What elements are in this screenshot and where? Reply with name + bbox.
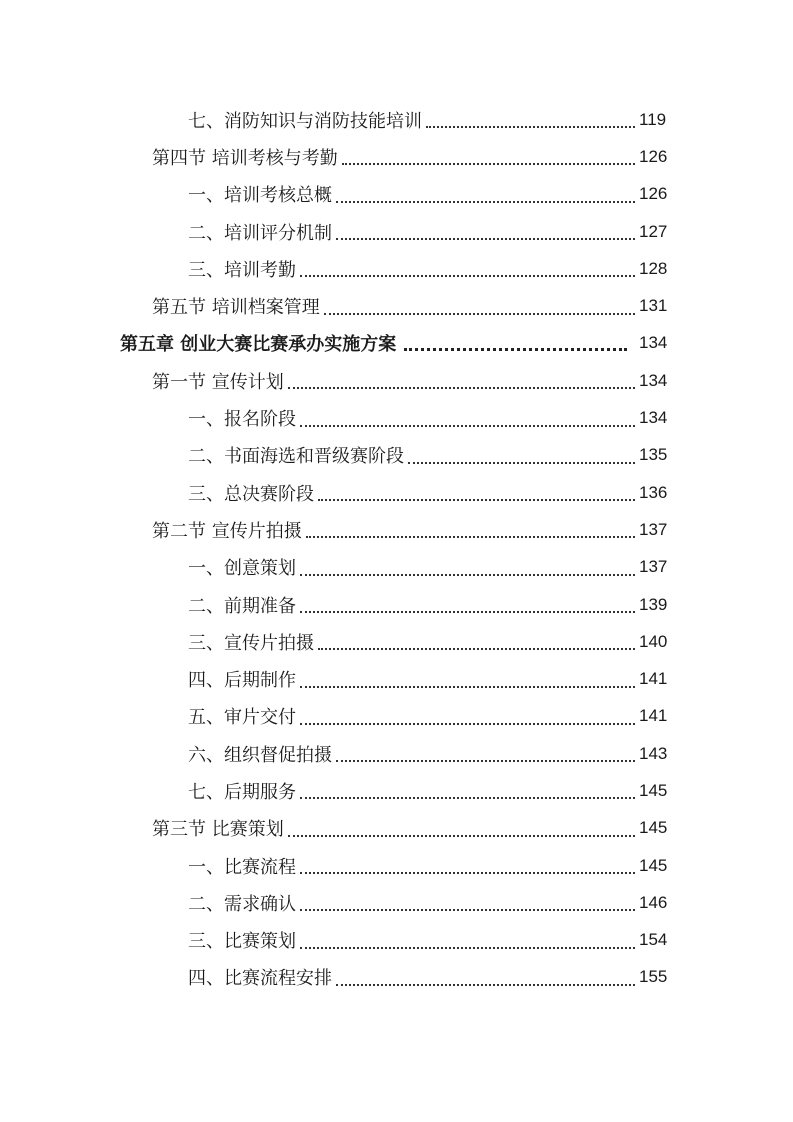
dot-leader	[324, 312, 635, 315]
toc-page-number: 137	[639, 519, 668, 539]
toc-entry-title: 三、比赛策划	[188, 931, 296, 953]
toc-page-number: 137	[639, 557, 668, 577]
toc-page-number: 131	[639, 296, 668, 316]
toc-page-number: 119	[639, 109, 667, 129]
toc-subsection-entry[interactable]	[0, 884, 673, 921]
toc-entry-title: 三、宣传片拍摄	[188, 632, 314, 654]
toc-page-number: 127	[639, 221, 668, 241]
toc-page-number: 141	[639, 669, 668, 689]
toc-subsection-entry[interactable]	[0, 176, 673, 213]
toc-entry-title: 第一节 宣传计划	[152, 371, 284, 393]
toc-entry-title: 一、报名阶段	[188, 409, 296, 431]
toc-subsection-entry[interactable]	[0, 847, 673, 884]
toc-page-number: 145	[639, 780, 668, 800]
toc-page-number: 126	[639, 184, 668, 204]
toc-page-number: 135	[639, 445, 668, 465]
toc-entry-title: 第四节 培训考核与考勤	[152, 147, 338, 169]
toc-subsection-entry[interactable]	[0, 399, 673, 436]
toc-page-number: 134	[639, 370, 668, 390]
toc-entry-title: 二、需求确认	[188, 893, 296, 915]
toc-section-entry[interactable]	[0, 138, 673, 175]
dot-leader	[288, 386, 635, 389]
toc-subsection-entry[interactable]	[0, 660, 673, 697]
toc-entry-title: 七、消防知识与消防技能培训	[188, 110, 422, 132]
toc-entry-title: 一、创意策划	[188, 558, 296, 580]
toc-entry-title: 二、培训评分机制	[188, 222, 332, 244]
dot-leader	[318, 647, 635, 650]
dot-leader	[300, 796, 635, 799]
toc-section-entry[interactable]	[0, 810, 673, 847]
toc-page-number: 145	[639, 855, 668, 875]
dot-leader	[300, 573, 635, 576]
toc-subsection-entry[interactable]	[0, 922, 673, 959]
toc-entry-title: 第三节 比赛策划	[152, 819, 284, 841]
dot-leader	[300, 424, 635, 427]
toc-page-number: 154	[639, 930, 668, 950]
toc-entry-title: 四、比赛流程安排	[188, 968, 332, 990]
dot-leader	[300, 610, 635, 613]
toc-entry-title: 一、培训考核总概	[188, 185, 332, 207]
toc-subsection-entry[interactable]	[0, 437, 673, 474]
dot-leader	[288, 834, 635, 837]
toc-subsection-entry[interactable]	[0, 623, 673, 660]
toc-entry-title: 四、后期制作	[188, 670, 296, 692]
dot-leader	[318, 498, 635, 501]
toc-entry-title: 二、前期准备	[188, 595, 296, 617]
toc-page-number: 126	[639, 146, 668, 166]
toc-page-number: 136	[639, 482, 668, 502]
toc-page-number: 146	[639, 892, 668, 912]
toc-subsection-entry[interactable]	[0, 213, 673, 250]
toc-subsection-entry[interactable]	[0, 586, 673, 623]
toc-subsection-entry[interactable]	[0, 549, 673, 586]
toc-entry-title: 五、审片交付	[188, 707, 296, 729]
toc-section-entry[interactable]	[0, 511, 673, 548]
toc-page-number: 140	[639, 631, 668, 651]
toc-section-entry[interactable]	[0, 287, 673, 324]
dot-leader	[300, 908, 635, 911]
dot-leader	[300, 722, 635, 725]
dot-leader	[408, 461, 635, 464]
toc-entry-title: 三、培训考勤	[188, 259, 296, 281]
toc-subsection-entry[interactable]	[0, 959, 673, 996]
toc-subsection-entry[interactable]	[0, 474, 673, 511]
dot-leader	[426, 125, 635, 128]
toc-subsection-entry[interactable]	[0, 101, 673, 138]
dot-leader	[404, 347, 627, 351]
toc-subsection-entry[interactable]	[0, 698, 673, 735]
toc-entry-title: 六、组织督促拍摄	[188, 744, 332, 766]
dot-leader	[336, 200, 635, 203]
dot-leader	[300, 685, 635, 688]
toc-section-entry[interactable]	[0, 362, 673, 399]
table-of-contents	[0, 101, 793, 996]
toc-entry-title: 第五节 培训档案管理	[152, 297, 320, 319]
toc-entry-title: 第五章 创业大赛比赛承办实施方案	[120, 334, 397, 356]
dot-leader	[300, 871, 635, 874]
dot-leader	[336, 237, 635, 240]
dot-leader	[342, 162, 635, 165]
toc-page-number: 134	[639, 333, 668, 353]
toc-page-number: 128	[639, 258, 668, 278]
toc-page-number: 139	[639, 594, 668, 614]
toc-entry-title: 一、比赛流程	[188, 856, 296, 878]
toc-entry-title: 七、后期服务	[188, 781, 296, 803]
toc-page-number: 141	[639, 706, 668, 726]
toc-page-number: 155	[639, 967, 668, 987]
toc-page-number: 145	[639, 818, 668, 838]
toc-entry-title: 三、总决赛阶段	[188, 483, 314, 505]
toc-subsection-entry[interactable]	[0, 250, 673, 287]
dot-leader	[336, 983, 635, 986]
dot-leader	[336, 759, 635, 762]
dot-leader	[300, 274, 635, 277]
toc-page-number: 143	[639, 743, 668, 763]
dot-leader	[306, 535, 635, 538]
toc-subsection-entry[interactable]	[0, 772, 673, 809]
toc-chapter-entry[interactable]	[0, 325, 673, 362]
toc-subsection-entry[interactable]	[0, 735, 673, 772]
toc-entry-title: 二、书面海选和晋级赛阶段	[188, 446, 404, 468]
dot-leader	[300, 946, 635, 949]
toc-page-number: 134	[639, 408, 668, 428]
toc-entry-title: 第二节 宣传片拍摄	[152, 520, 302, 542]
